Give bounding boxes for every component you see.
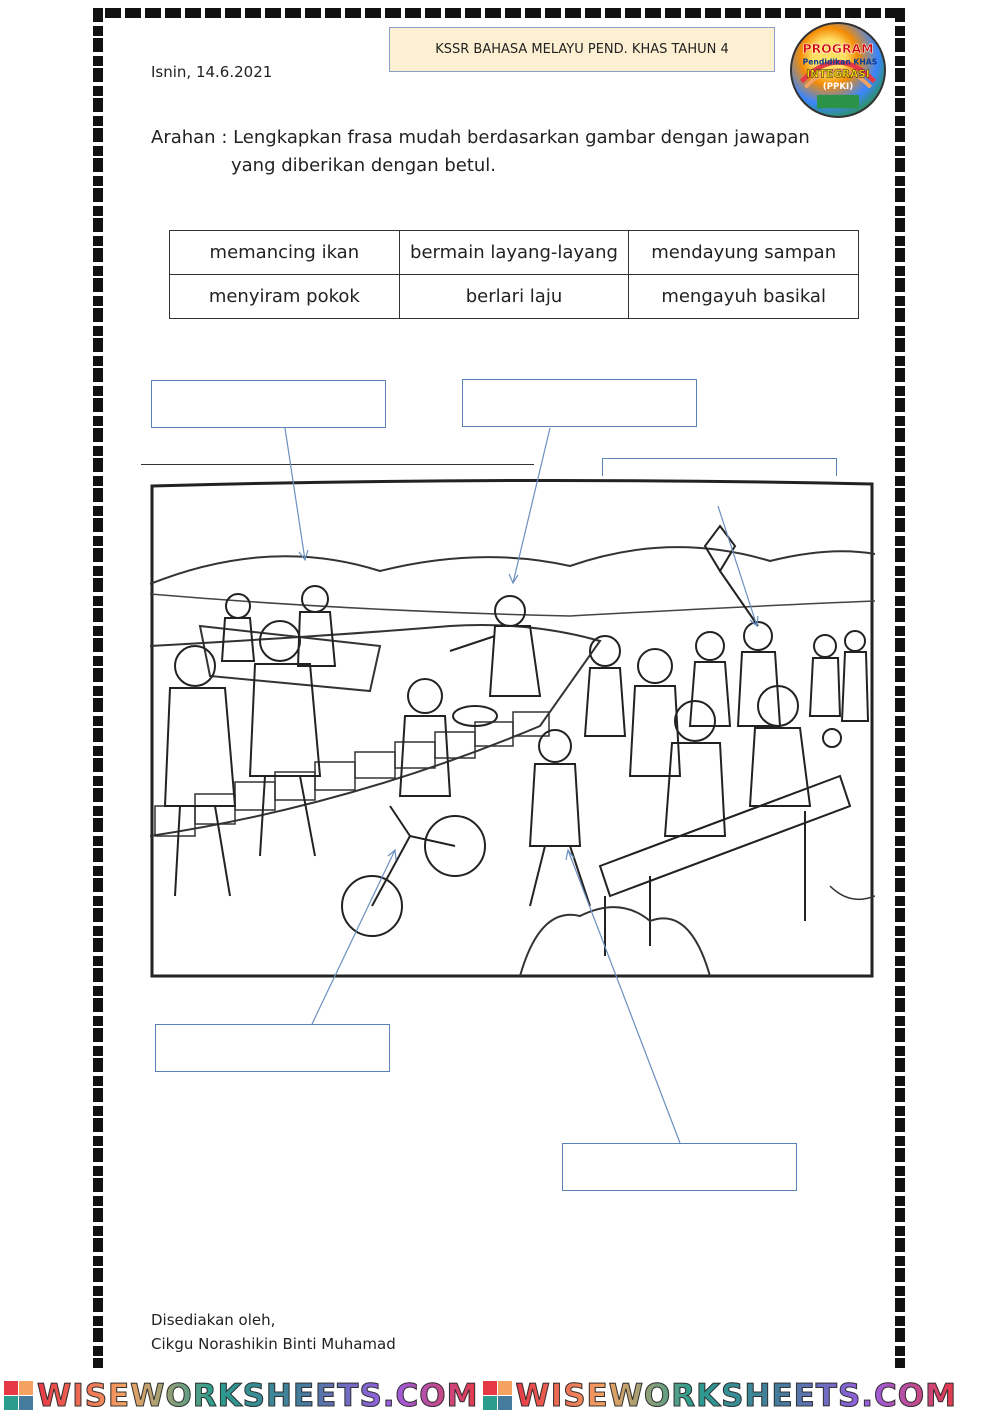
watermark-segment <box>479 1378 958 1414</box>
word-option[interactable]: memancing ikan <box>170 231 400 275</box>
worksheet-date: Isnin, 14.6.2021 <box>151 63 273 81</box>
wise-logo-icon <box>483 1381 512 1410</box>
subject-header <box>389 27 775 72</box>
wise-logo-icon <box>4 1381 33 1410</box>
logo-line2: Pendidikan KHAS <box>802 57 878 67</box>
word-option[interactable]: mendayung sampan <box>629 231 859 275</box>
prepared-by-label: Disediakan oleh, <box>151 1311 276 1329</box>
subject-title: KSSR BAHASA MELAYU PEND. KHAS TAHUN 4 <box>435 42 729 57</box>
logo-line3: INTEGRASI <box>806 68 870 81</box>
watermark-text: WISEWORKSHEETS.COM <box>37 1377 479 1414</box>
watermark-segment <box>0 1378 479 1414</box>
page-border-right <box>895 8 905 1368</box>
page-border-top <box>93 8 905 18</box>
divider-line <box>141 464 534 465</box>
teacher-name: Cikgu Norashikin Binti Muhamad <box>151 1335 396 1353</box>
answer-box-boat[interactable] <box>151 380 386 428</box>
logo-line4: (PPKI) <box>822 82 854 93</box>
word-option[interactable]: berlari laju <box>399 275 629 319</box>
park-scene-illustration <box>150 476 875 981</box>
word-option[interactable]: menyiram pokok <box>170 275 400 319</box>
page-border-left <box>93 8 103 1368</box>
logo-line1: PROGRAM <box>802 40 874 56</box>
word-bank-row <box>170 231 859 275</box>
answer-box-cycling[interactable] <box>155 1024 390 1072</box>
footer <box>151 1308 396 1356</box>
watermark-banner <box>0 1378 1000 1413</box>
instruction <box>151 124 871 180</box>
word-bank-table <box>169 230 859 319</box>
instruction-line1: Arahan : Lengkapkan frasa mudah berdasarkan gambar dengan jawapan <box>151 127 810 148</box>
word-option[interactable]: bermain layang-layang <box>399 231 629 275</box>
watermark-text: WISEWORKSHEETS.COM <box>515 1377 957 1414</box>
word-option[interactable]: mengayuh basikal <box>629 275 859 319</box>
word-bank-row <box>170 275 859 319</box>
instruction-line2: yang diberikan dengan betul. <box>231 155 497 176</box>
answer-box-fishing[interactable] <box>462 379 697 427</box>
answer-box-running[interactable] <box>562 1143 797 1191</box>
ppki-logo <box>790 22 886 118</box>
